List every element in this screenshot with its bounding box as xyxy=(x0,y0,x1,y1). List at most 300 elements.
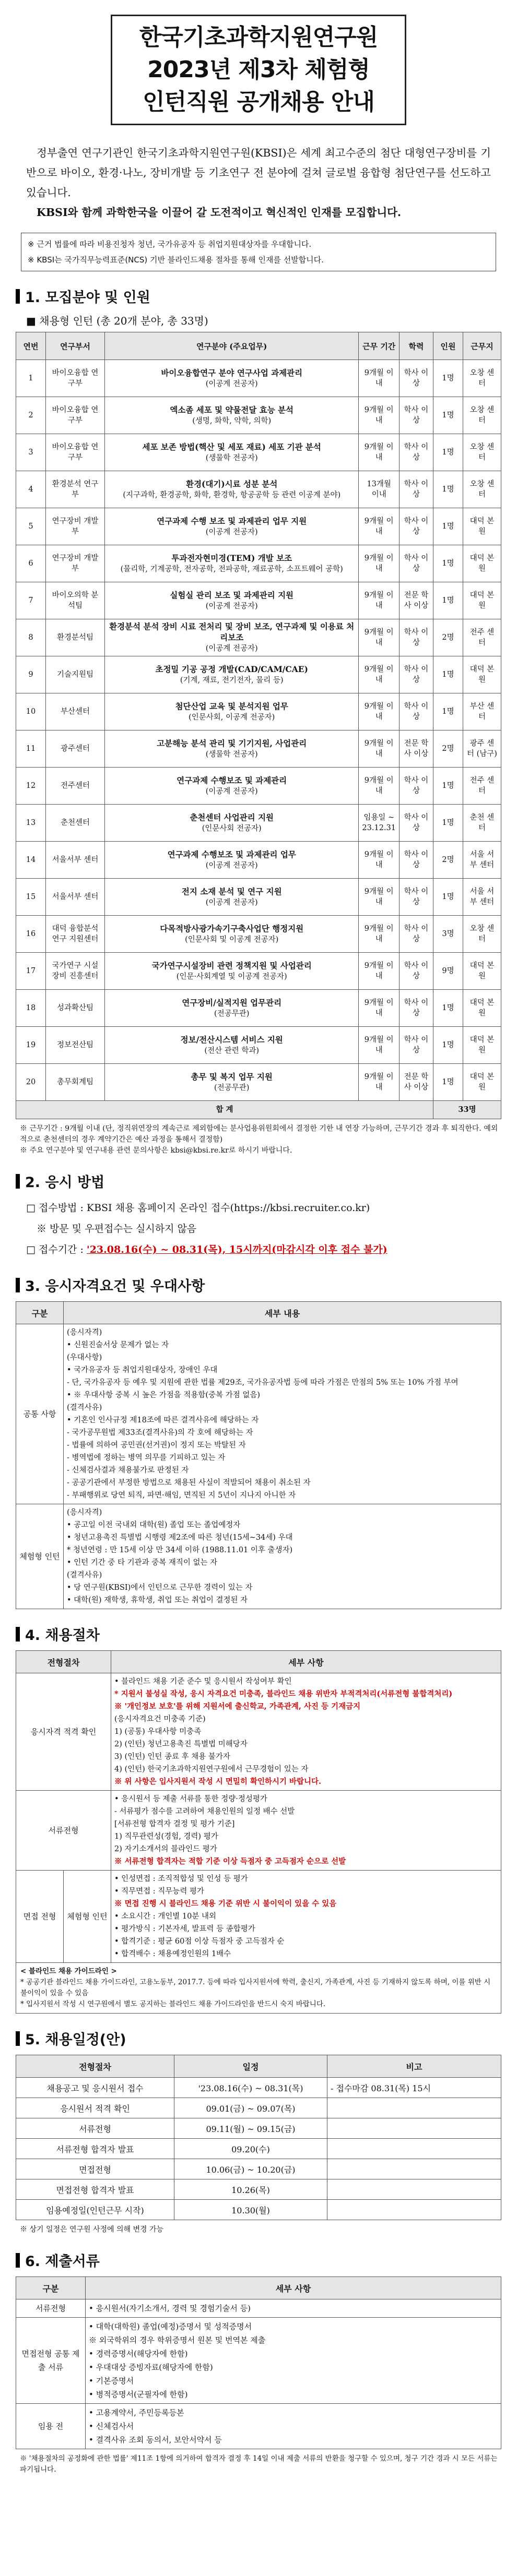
cell-no: 5 xyxy=(16,508,46,545)
content-line: - 공공기관에서 부정한 방법으로 채용된 사실이 적발되어 채용이 취소된 자 xyxy=(67,1479,311,1487)
cell-education: 학사 이상 xyxy=(400,656,433,693)
cell-duty xyxy=(105,730,359,768)
intro xyxy=(26,143,491,222)
cell-dept: 연구장비 개발부 xyxy=(46,545,105,582)
cell-location: 오창 센터 xyxy=(463,916,501,953)
table-row xyxy=(16,1673,501,1791)
content-line: (우대사항) xyxy=(67,1353,102,1362)
cell-remark xyxy=(327,2179,501,2200)
total-row xyxy=(16,1101,501,1119)
content-line: • 직무면접 : 직무능력 평가 xyxy=(114,1887,204,1896)
cell-count: 9명 xyxy=(433,953,463,990)
content-line: ※ 서류전형 합격자는 적합 기준 이상 득점자 중 고득점자 순으로 선발 xyxy=(114,1857,346,1866)
cell-period: 9개월 이내 xyxy=(359,693,400,730)
cell-location: 부산 센터 xyxy=(463,693,501,730)
table-row xyxy=(16,730,501,768)
section-bar-icon xyxy=(16,1278,20,1292)
content-line: • 인성면접 : 조직적합성 및 인성 등 평가 xyxy=(114,1875,248,1883)
duty-sub: (인문·사회계열 및 이공계 전공자) xyxy=(176,972,287,981)
content-line: • 청년고용촉진 특별법 시행령 제2조에 따른 청년(15세~34세) 우대 xyxy=(67,1533,293,1542)
cell-dept: 기술지원팀 xyxy=(46,656,105,693)
content-line: * 청년연령 : 만 15세 이상 만 34세 이하 (1988.11.01 이후 출생자) xyxy=(67,1546,293,1554)
duty-sub: (생물학 전공자) xyxy=(205,453,258,462)
cell-no: 19 xyxy=(16,1027,46,1064)
table-row xyxy=(16,656,501,693)
duty-sub: (전산 관련 학과) xyxy=(204,1046,259,1055)
table-header-row xyxy=(16,1651,501,1673)
row-label: 체험형 인턴 xyxy=(16,1504,64,1609)
table-row xyxy=(16,1027,501,1064)
content-line: • 소요시간 : 개인별 10분 내외 xyxy=(114,1912,217,1921)
duty-title: 바이오융합연구 분야 연구사업 과제관리 xyxy=(161,367,303,378)
content-line: • 우대대상 증빙자료(해당자에 한함) xyxy=(89,2363,213,2372)
cell-education: 전문 학사 이상 xyxy=(400,582,433,619)
duty-title: 실험실 관리 보조 및 과제관리 지원 xyxy=(170,590,294,600)
cell-date: 09.11(월) ~ 09.15(금) xyxy=(174,2118,327,2139)
cell-dept: 서울서부 센터 xyxy=(46,879,105,916)
table-row xyxy=(16,2299,501,2318)
cell-count: 1명 xyxy=(433,360,463,397)
duty-sub: (생물학 전공자) xyxy=(205,750,258,759)
section-title: 1. 모집분야 및 인원 xyxy=(25,290,150,306)
row-label: 서류전형 xyxy=(16,1791,111,1871)
content-line: • 기본증명서 xyxy=(89,2376,134,2386)
cell-remark xyxy=(327,2098,501,2118)
notice-line: ※ KBSI는 국가직무능력표준(NCS) 기반 블라인드채용 절차를 통해 인재를 선발합니다. xyxy=(28,255,324,265)
cell-no: 3 xyxy=(16,434,46,471)
content-line: • 공고일 이전 국내외 대학(원) 졸업 또는 졸업예정자 xyxy=(67,1521,241,1529)
cell-date: 10.26(목) xyxy=(174,2179,327,2200)
content-line: - 법률에 의하여 공민권(선거권)이 정지 또는 박탈된 자 xyxy=(67,1441,246,1449)
row-content xyxy=(86,2299,501,2318)
content-line: ※ 면접 진행 시 블라인드 채용 기준 위반 시 불이익이 있을 수 있음 xyxy=(114,1899,337,1908)
content-line: • 응시원서 등 제출 서류를 통한 정량·정성평가 xyxy=(114,1795,267,1803)
duty-sub: (기계, 재료, 전기전자, 물리 등) xyxy=(180,676,284,685)
cell-duty xyxy=(105,953,359,990)
content-line: • 신체검사서 xyxy=(89,2422,134,2431)
content-line: 1) (공통) 우대사항 미충족 xyxy=(114,1728,202,1736)
cell-duty xyxy=(105,842,359,879)
schedule-table xyxy=(16,2055,501,2220)
qualification-table xyxy=(16,1301,501,1609)
cell-period: 9개월 이내 xyxy=(359,434,400,471)
cell-remark xyxy=(327,2200,501,2220)
duty-sub: (이공계 전공자) xyxy=(205,379,258,388)
cell-education: 학사 이상 xyxy=(400,879,433,916)
content-line: (응시자격) xyxy=(67,1508,102,1517)
cell-no: 14 xyxy=(16,842,46,879)
total-value: 33명 xyxy=(433,1101,501,1119)
cell-count: 1명 xyxy=(433,1027,463,1064)
content-line: - 신체검사결과 채용불가로 판정된 자 xyxy=(67,1466,189,1475)
cell-period: 9개월 이내 xyxy=(359,1064,400,1101)
cell-period: 임용일 ~ 23.12.31 xyxy=(359,805,400,842)
section-3-heading xyxy=(16,1275,501,1295)
cell-count: 1명 xyxy=(433,768,463,805)
cell-count: 1명 xyxy=(433,545,463,582)
cell-step: 임용예정일(인턴근무 시작) xyxy=(16,2200,174,2220)
content-line: ※ 위 사항은 입사지원서 작성 시 면밀히 확인하시기 바랍니다. xyxy=(114,1777,322,1786)
row-label: 면접전형 공통 제출 서류 xyxy=(16,2318,86,2404)
cell-dept: 전주센터 xyxy=(46,768,105,805)
cell-education: 학사 이상 xyxy=(400,397,433,434)
cell-duty xyxy=(105,656,359,693)
col-header: 비고 xyxy=(327,2055,501,2078)
cell-location: 대덕 본원 xyxy=(463,1027,501,1064)
col-header: 근무 기간 xyxy=(359,332,400,360)
notice-line: ※ 근거 법률에 따라 비용진청자 청년, 국가유공자 등 취업지원대상자를 우대합니다. xyxy=(28,239,312,249)
content-line: - 부패행위로 당연 퇴직, 파면·해임, 면직된 지 5년이 지나지 아니한 자 xyxy=(67,1491,296,1500)
cell-count: 2명 xyxy=(433,619,463,656)
col-header: 인원 xyxy=(433,332,463,360)
cell-period: 9개월 이내 xyxy=(359,768,400,805)
content-line: • 합격배수 : 채용예정인원의 1배수 xyxy=(114,1950,231,1958)
cell-no: 2 xyxy=(16,397,46,434)
table-row xyxy=(16,397,501,434)
duty-title: 엑소좀 세포 및 약물전달 효능 분석 xyxy=(170,404,294,415)
cell-duty xyxy=(105,434,359,471)
cell-location: 대덕 본원 xyxy=(463,656,501,693)
duty-sub: (이공계 전공자) xyxy=(205,602,258,610)
cell-duty xyxy=(105,545,359,582)
cell-period: 13개월 이내 xyxy=(359,471,400,508)
cell-duty xyxy=(105,693,359,730)
row-content xyxy=(86,2318,501,2404)
section-1-heading xyxy=(16,286,501,306)
content-line: • 합격기준 : 평균 60점 이상 득점자 중 고득점자 순 xyxy=(114,1937,285,1946)
cell-period: 9개월 이내 xyxy=(359,916,400,953)
cell-no: 7 xyxy=(16,582,46,619)
section-bar-icon xyxy=(16,1174,20,1189)
cell-dept: 대덕 융합분석연구 지원센터 xyxy=(46,916,105,953)
cell-no: 6 xyxy=(16,545,46,582)
col-header: 일정 xyxy=(174,2055,327,2078)
table-row xyxy=(16,545,501,582)
table-row xyxy=(16,990,501,1027)
cell-period: 9개월 이내 xyxy=(359,730,400,768)
duty-title: 연구과제 수행보조 및 과제관리 업무 xyxy=(167,849,296,859)
table-row xyxy=(16,360,501,397)
cell-dept: 광주센터 xyxy=(46,730,105,768)
table-row xyxy=(16,916,501,953)
cell-count: 1명 xyxy=(433,582,463,619)
notice-box xyxy=(21,233,496,271)
duty-sub: (인문사회 전공자) xyxy=(202,824,262,833)
title-line-2: 인턴직원 공개채용 안내 xyxy=(143,89,374,115)
section-title: 4. 채용절차 xyxy=(25,1627,100,1644)
footnote-line: ※ 주요 연구분야 및 연구내용 관련 문의사항은 kbsi@kbsi.re.kr로 하시기 바랍니다. xyxy=(20,1146,292,1155)
content-line: [서류전형 합격자 결정 및 평가 기준] xyxy=(114,1820,235,1828)
table-row xyxy=(16,619,501,656)
cell-dept: 연구장비 개발부 xyxy=(46,508,105,545)
cell-duty xyxy=(105,990,359,1027)
section-title: 5. 채용일정(안) xyxy=(25,2032,126,2048)
total-label: 합 계 xyxy=(16,1101,433,1119)
cell-date: 10.06(금) ~ 10.20(금) xyxy=(174,2159,327,2179)
content-line: ※ 외국학위의 경우 학위증명서 원본 및 번역본 제출 xyxy=(89,2335,266,2345)
content-line: • 국가유공자 등 취업지원대상자, 장애인 우대 xyxy=(67,1366,218,1374)
duty-title: 정보/전산시스템 서비스 지원 xyxy=(180,1034,283,1045)
section-title: 2. 응시 방법 xyxy=(25,1175,105,1191)
duty-sub: (지구과학, 환경공학, 화학, 환경학, 항공공학 등 관련 이공계 분야) xyxy=(123,490,341,499)
content-line: • 경력증명서(해당자에 한함) xyxy=(89,2349,188,2358)
cell-dept: 성과확산팀 xyxy=(46,990,105,1027)
procedure-table xyxy=(16,1650,501,1963)
content-line: 2) 자기소개서의 블라인드 평가 xyxy=(114,1845,217,1853)
duty-sub: (인문사회 및 이공계 전공자) xyxy=(185,935,279,944)
duty-title: 연구장비/실적지원 업무관리 xyxy=(182,997,282,1008)
cell-step: 서류전형 합격자 발표 xyxy=(16,2139,174,2159)
cell-no: 11 xyxy=(16,730,46,768)
cell-location: 대덕 본원 xyxy=(463,545,501,582)
cell-location: 광주 센터 (남구) xyxy=(463,730,501,768)
cell-education: 학사 이상 xyxy=(400,1027,433,1064)
cell-count: 1명 xyxy=(433,471,463,508)
cell-step: 응시원서 적격 확인 xyxy=(16,2098,174,2118)
cell-duty xyxy=(105,397,359,434)
cell-location: 서울 서부 센터 xyxy=(463,879,501,916)
cell-count: 1명 xyxy=(433,508,463,545)
content-line: 2) (인턴) 청년고용촉진 특별법 미해당자 xyxy=(114,1740,248,1748)
cell-no: 17 xyxy=(16,953,46,990)
cell-date: 09.01(금) ~ 09.07(목) xyxy=(174,2098,327,2118)
cell-no: 4 xyxy=(16,471,46,508)
duty-title: 환경(대기)시료 성분 분석 xyxy=(186,478,278,489)
table-row xyxy=(16,2404,501,2449)
cell-period: 9개월 이내 xyxy=(359,656,400,693)
blind-guideline-notes xyxy=(16,1963,501,2014)
cell-education: 학사 이상 xyxy=(400,842,433,879)
table-row xyxy=(16,2118,501,2139)
title-box xyxy=(111,15,406,125)
cell-no: 16 xyxy=(16,916,46,953)
cell-location: 오창 센터 xyxy=(463,360,501,397)
table-row xyxy=(16,2318,501,2404)
table-row xyxy=(16,1871,501,1963)
cell-duty xyxy=(105,1064,359,1101)
duty-sub: (이공계 전공자) xyxy=(205,644,258,653)
cell-education: 전문 학사 이상 xyxy=(400,730,433,768)
content-line: • 대학(대학원) 졸업(예정)증명서 및 성적증명서 xyxy=(89,2322,252,2331)
cell-location: 춘천 센터 xyxy=(463,805,501,842)
cell-count: 1명 xyxy=(433,693,463,730)
cell-education: 학사 이상 xyxy=(400,953,433,990)
cell-duty xyxy=(105,360,359,397)
cell-no: 12 xyxy=(16,768,46,805)
row-content xyxy=(64,1324,501,1504)
cell-dept: 정보전산팀 xyxy=(46,1027,105,1064)
cell-dept: 국가연구 시설장비 진흥센터 xyxy=(46,953,105,990)
cell-location: 오창 센터 xyxy=(463,434,501,471)
col-header: 전형절차 xyxy=(16,1651,111,1673)
cell-dept: 총무회계팀 xyxy=(46,1064,105,1101)
cell-step: 서류전형 xyxy=(16,2118,174,2139)
row-content xyxy=(111,1791,501,1871)
cell-count: 1명 xyxy=(433,879,463,916)
table-row xyxy=(16,2159,501,2179)
cell-remark xyxy=(327,2118,501,2139)
row-label: 임용 전 xyxy=(16,2404,86,2449)
positions-table xyxy=(16,332,501,1119)
table-footnote xyxy=(20,1123,501,1156)
cell-education: 학사 이상 xyxy=(400,693,433,730)
cell-no: 1 xyxy=(16,360,46,397)
content-line: (결격사유) xyxy=(67,1571,102,1579)
duty-sub: (전공무관) xyxy=(214,1009,250,1018)
content-line: (응시자격) xyxy=(67,1328,102,1337)
duty-title: 초정밀 기공 공정 개발(CAD/CAM/CAE) xyxy=(155,664,308,674)
cell-education: 학사 이상 xyxy=(400,619,433,656)
duty-title: 연구과제 수행보조 및 과제관리 xyxy=(177,775,287,785)
content-line: - 국가공무원법 제33조(결격사유)의 각 호에 해당하는 자 xyxy=(67,1429,253,1437)
col-header: 연번 xyxy=(16,332,46,360)
apply-method xyxy=(26,1197,501,1260)
cell-count: 1명 xyxy=(433,434,463,471)
col-header: 세부 사항 xyxy=(111,1651,501,1673)
table-row xyxy=(16,768,501,805)
content-line: • 블라인드 채용 기준 준수 및 응시원서 작성여부 확인 xyxy=(114,1678,292,1686)
col-header: 근무지 xyxy=(463,332,501,360)
cell-duty xyxy=(105,582,359,619)
cell-period: 9개월 이내 xyxy=(359,953,400,990)
cell-period: 9개월 이내 xyxy=(359,582,400,619)
cell-duty xyxy=(105,916,359,953)
cell-education: 전문 학사 이상 xyxy=(400,1064,433,1101)
cell-period: 9개월 이내 xyxy=(359,990,400,1027)
content-line: • ※ 우대사항 중복 시 높은 가점을 적용함(중복 가점 없음) xyxy=(67,1391,260,1399)
table-row xyxy=(16,2179,501,2200)
table-row xyxy=(16,2200,501,2220)
cell-location: 대덕 본원 xyxy=(463,953,501,990)
col-header: 연구부서 xyxy=(46,332,105,360)
cell-step: 면접전형 xyxy=(16,2159,174,2179)
guideline-line: < 블라인드 채용 가이드라인 > xyxy=(20,1967,117,1975)
cell-period: 9개월 이내 xyxy=(359,842,400,879)
cell-duty xyxy=(105,508,359,545)
cell-count: 1명 xyxy=(433,805,463,842)
title-line-1: 한국기초과학지원연구원 2023년 제3차 체험형 xyxy=(139,24,378,83)
table-row xyxy=(16,1064,501,1101)
duty-sub: (이공계 전공자) xyxy=(205,898,258,907)
duty-title: 국가연구시설장비 관련 정책지원 및 사업관리 xyxy=(151,960,312,971)
content-line: • 인턴 기간 중 타 기관과 중복 재직이 없는 자 xyxy=(67,1559,218,1567)
content-line: • 응시원서(자기소개서, 경력 및 경험기술서 등) xyxy=(89,2304,251,2313)
cell-dept: 환경분석팀 xyxy=(46,619,105,656)
duty-title: 투과전자현미경(TEM) 개발 보조 xyxy=(171,553,292,563)
cell-date: 09.20(수) xyxy=(174,2139,327,2159)
cell-education: 학사 이상 xyxy=(400,805,433,842)
cell-no: 20 xyxy=(16,1064,46,1101)
cell-location: 대덕 본원 xyxy=(463,990,501,1027)
row-label: 응시자격 적격 확인 xyxy=(16,1673,111,1791)
cell-remark: - 접수마감 08.31(목) 15시 xyxy=(327,2078,501,2098)
cell-duty xyxy=(105,879,359,916)
cell-location: 대덕 본원 xyxy=(463,508,501,545)
cell-step: 면접전형 합격자 발표 xyxy=(16,2179,174,2200)
section-4-heading xyxy=(16,1624,501,1644)
row-label: 서류전형 xyxy=(16,2299,86,2318)
section-6-heading xyxy=(16,2250,501,2270)
cell-period: 9개월 이내 xyxy=(359,879,400,916)
apply-period xyxy=(26,1239,501,1260)
content-line: 4) (인턴) 한국기초과학지원연구원에서 근무경험이 있는 자 xyxy=(114,1765,309,1774)
content-line: • 기혼인 인사규정 제18조에 따른 결격사유에 해당하는 자 xyxy=(67,1416,259,1424)
duty-sub: (인문사회, 이공계 전공자) xyxy=(189,713,275,722)
cell-period: 9개월 이내 xyxy=(359,397,400,434)
cell-no: 9 xyxy=(16,656,46,693)
cell-dept: 서울서부 센터 xyxy=(46,842,105,879)
cell-no: 13 xyxy=(16,805,46,842)
col-header: 세부 내용 xyxy=(64,1302,501,1324)
row-content xyxy=(64,1504,501,1609)
table-row xyxy=(16,1324,501,1504)
cell-remark xyxy=(327,2159,501,2179)
apply-line: □ 접수방법 : KBSI 채용 홈페이지 온라인 접수(https://kbsi.recruiter.co.kr) xyxy=(26,1202,370,1214)
duty-title: 총무 및 복지 업무 지원 xyxy=(191,1071,273,1082)
content-line: • 신원진술서상 문제가 없는 자 xyxy=(67,1341,169,1349)
section-bar-icon xyxy=(16,1627,20,1642)
content-line: • 대학(원) 재학생, 휴학생, 취업 또는 취업이 결정된 자 xyxy=(67,1596,248,1604)
cell-count: 1명 xyxy=(433,1064,463,1101)
duty-sub: (생명, 화학, 약학, 의학) xyxy=(192,416,272,425)
cell-no: 8 xyxy=(16,619,46,656)
table-row xyxy=(16,1504,501,1609)
row-label: 공통 사항 xyxy=(16,1324,64,1504)
duty-sub: (이공계 전공자) xyxy=(205,528,258,536)
cell-dept: 춘천센터 xyxy=(46,805,105,842)
cell-count: 1명 xyxy=(433,656,463,693)
cell-education: 학사 이상 xyxy=(400,768,433,805)
duty-sub: (전공무관) xyxy=(214,1083,250,1092)
table-header-row xyxy=(16,1302,501,1324)
table-header-row xyxy=(16,2055,501,2078)
col-header: 구분 xyxy=(16,1302,64,1324)
content-line: - 병역법에 정하는 병역 의무를 기피하고 있는 자 xyxy=(67,1454,226,1462)
row-content xyxy=(111,1871,501,1963)
cell-duty xyxy=(105,471,359,508)
cell-period: 9개월 이내 xyxy=(359,1027,400,1064)
duty-title: 연구과제 수행 보조 및 과제관리 업무 지원 xyxy=(157,516,307,526)
col-header: 구분 xyxy=(16,2277,86,2299)
table-row xyxy=(16,842,501,879)
section-bar-icon xyxy=(16,289,20,304)
table-row xyxy=(16,434,501,471)
cell-count: 2명 xyxy=(433,730,463,768)
content-line: 1) 직무관련성(경험, 경력) 평가 xyxy=(114,1832,218,1841)
cell-location: 서울 서부 센터 xyxy=(463,842,501,879)
content-line: • 평가방식 : 기본자세, 발표력 등 종합평가 xyxy=(114,1925,255,1933)
duty-title: 세포 보존 방법(핵산 및 세포 재료) 세포 기관 분석 xyxy=(142,441,321,452)
row-label: 면접 전형 xyxy=(16,1871,64,1963)
cell-dept: 바이오융합 연구부 xyxy=(46,397,105,434)
cell-step: 채용공고 및 응시원서 접수 xyxy=(16,2078,174,2098)
table-row xyxy=(16,508,501,545)
section-2-heading xyxy=(16,1171,501,1191)
cell-location: 대덕 본원 xyxy=(463,582,501,619)
duty-title: 전지 소재 분석 및 연구 지원 xyxy=(181,886,282,896)
cell-education: 학사 이상 xyxy=(400,990,433,1027)
duty-sub: (이공계 전공자) xyxy=(205,787,258,796)
table-header-row xyxy=(16,332,501,360)
section-title: 3. 응시자격요건 및 우대사항 xyxy=(25,1278,205,1295)
footnote-line: ※ 근무기간 : 9개월 이내 (단, 정직위연장의 계속근로 제외함에는 분사업용위원회에서 결정한 기한 내 연장 가능하며, 근무기간 경과 후 퇴직한다. 예외적으로 춘천센터의 경우 계약기간은 예산 과정을 통해서 결정함) xyxy=(20,1124,498,1144)
duty-title: 환경분석 분석 장비 시료 전처리 및 장비 보조, 연구과제 및 이용료 처리보조 xyxy=(109,621,355,642)
cell-location: 전주 센터 xyxy=(463,768,501,805)
content-line: (결격사유) xyxy=(67,1404,102,1412)
cell-period: 9개월 이내 xyxy=(359,619,400,656)
cell-period: 9개월 이내 xyxy=(359,545,400,582)
col-header: 학력 xyxy=(400,332,433,360)
